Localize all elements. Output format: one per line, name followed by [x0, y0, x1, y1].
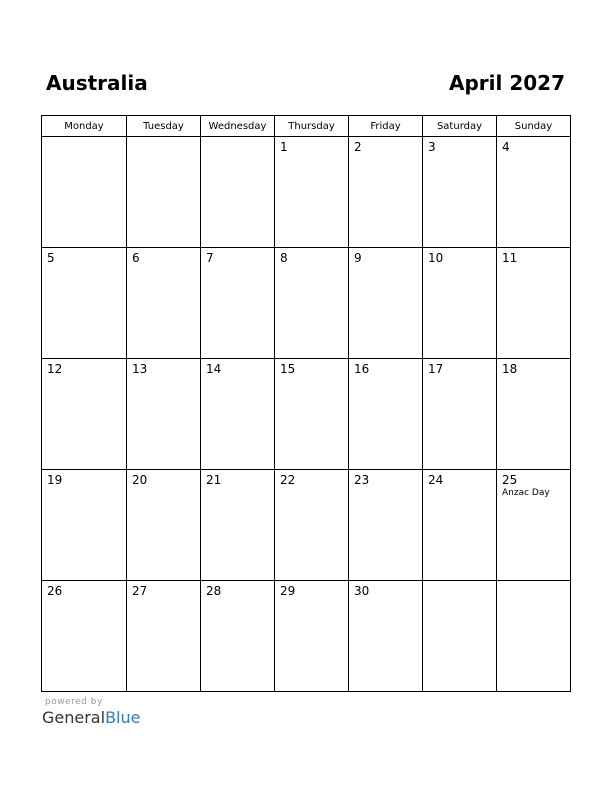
day-cell [42, 248, 127, 359]
day-number: 9 [354, 251, 362, 265]
day-number: 5 [47, 251, 55, 265]
weekday-header: Monday [42, 116, 127, 137]
day-number: 15 [280, 362, 296, 376]
day-cell [423, 137, 497, 248]
weekday-header: Saturday [423, 116, 497, 137]
month-title: April 2027 [449, 71, 565, 95]
country-title: Australia [46, 71, 148, 95]
day-cell [349, 137, 423, 248]
day-number: 6 [132, 251, 140, 265]
day-cell [127, 581, 201, 692]
day-cell [42, 470, 127, 581]
weekday-header: Friday [349, 116, 423, 137]
day-cell [201, 581, 275, 692]
day-number: 17 [428, 362, 444, 376]
day-number: 20 [132, 473, 148, 487]
day-cell [349, 248, 423, 359]
day-number: 28 [206, 584, 222, 598]
day-cell [201, 470, 275, 581]
day-cell [275, 359, 349, 470]
empty-day-cell [497, 581, 571, 692]
day-number: 24 [428, 473, 444, 487]
day-number: 12 [47, 362, 63, 376]
day-number: 26 [47, 584, 63, 598]
calendar-grid [41, 115, 571, 692]
day-number: 27 [132, 584, 148, 598]
logo-text-blue: Blue [105, 708, 141, 727]
day-number: 7 [206, 251, 214, 265]
day-cell [127, 359, 201, 470]
day-cell [423, 248, 497, 359]
weekday-header: Wednesday [201, 116, 275, 137]
day-cell [127, 248, 201, 359]
weekday-header-row [42, 116, 571, 137]
day-number: 13 [132, 362, 148, 376]
day-cell [42, 581, 127, 692]
day-number: 18 [502, 362, 518, 376]
footer-branding [42, 697, 140, 727]
day-cell [42, 359, 127, 470]
empty-day-cell [423, 581, 497, 692]
powered-by-text: powered by [45, 697, 103, 707]
day-number: 10 [428, 251, 444, 265]
day-cell [349, 359, 423, 470]
day-number: 11 [502, 251, 518, 265]
day-cell [275, 137, 349, 248]
day-cell [275, 581, 349, 692]
day-number: 8 [280, 251, 288, 265]
weekday-header: Sunday [497, 116, 571, 137]
day-number: 14 [206, 362, 222, 376]
day-number: 3 [428, 140, 436, 154]
week-row [42, 581, 571, 692]
day-cell [127, 470, 201, 581]
day-cell [497, 137, 571, 248]
empty-day-cell [42, 137, 127, 248]
day-cell [349, 581, 423, 692]
holiday-label: Anzac Day [502, 488, 550, 498]
day-number: 2 [354, 140, 362, 154]
day-cell [497, 359, 571, 470]
day-cell [275, 248, 349, 359]
day-cell [423, 470, 497, 581]
day-number: 22 [280, 473, 296, 487]
weekday-header: Tuesday [127, 116, 201, 137]
day-number: 4 [502, 140, 510, 154]
generalblue-logo[interactable] [42, 708, 140, 727]
week-row [42, 470, 571, 581]
day-cell [275, 470, 349, 581]
week-row [42, 137, 571, 248]
week-row [42, 359, 571, 470]
day-cell [497, 470, 571, 581]
day-number: 19 [47, 473, 63, 487]
empty-day-cell [201, 137, 275, 248]
logo-text-general: General [42, 708, 106, 727]
day-number: 23 [354, 473, 370, 487]
day-number: 25 [502, 473, 518, 487]
week-row [42, 248, 571, 359]
day-number: 29 [280, 584, 296, 598]
day-cell [201, 359, 275, 470]
weekday-header: Thursday [275, 116, 349, 137]
day-number: 16 [354, 362, 370, 376]
day-cell [497, 248, 571, 359]
day-cell [423, 359, 497, 470]
day-cell [201, 248, 275, 359]
day-number: 21 [206, 473, 222, 487]
day-number: 30 [354, 584, 370, 598]
day-cell [349, 470, 423, 581]
day-number: 1 [280, 140, 288, 154]
empty-day-cell [127, 137, 201, 248]
